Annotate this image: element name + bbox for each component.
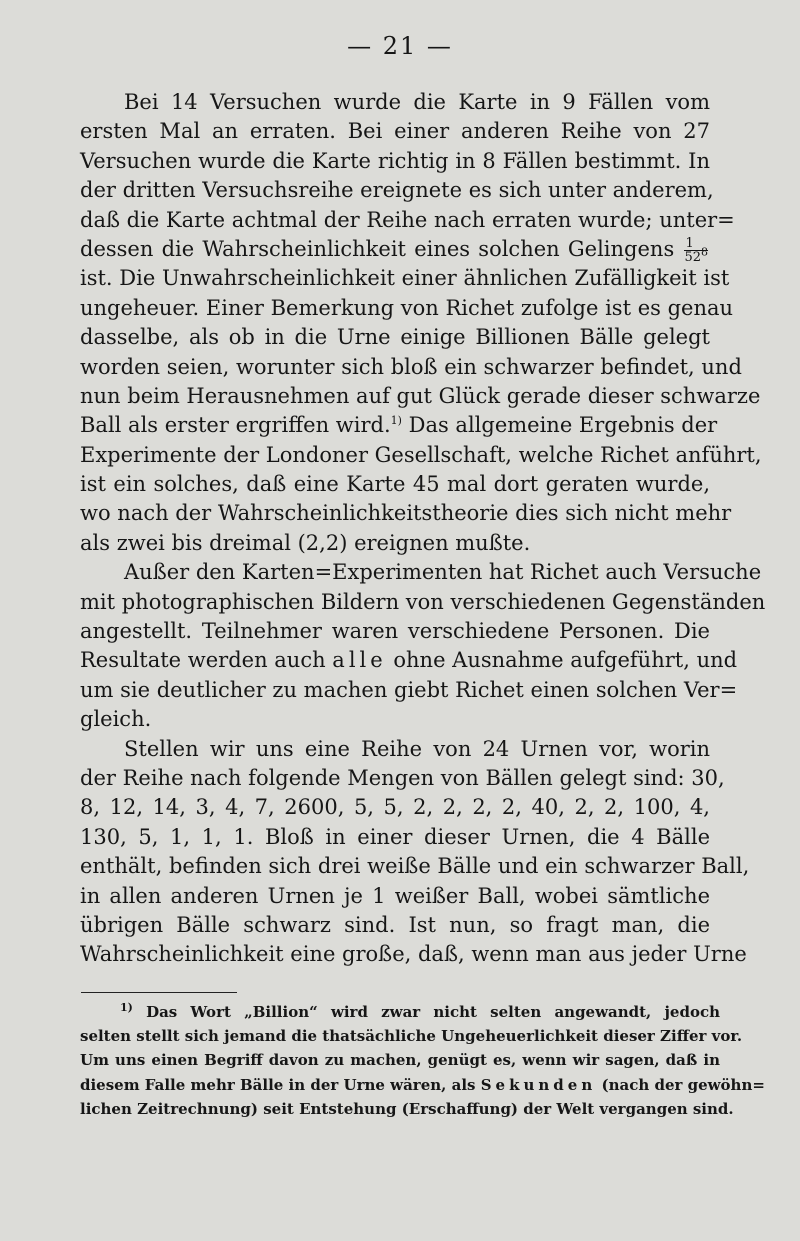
text-segment: dessen die Wahrscheinlichkeit eines solchen Gelingens <box>80 236 675 261</box>
text-segment: diesem Falle mehr Bälle in der Urne wären, als <box>80 1075 476 1094</box>
text-line: daß die Karte achtmal der Reihe nach erraten wurde; unter= <box>80 207 735 232</box>
footnote-line: Um uns einen Begriff davon zu machen, genügt es, wenn wir sagen, daß in <box>80 1051 720 1070</box>
fraction-denominator <box>684 245 708 265</box>
text-line: in allen anderen Urnen je 1 weißer Ball, wobei sämtliche <box>80 883 710 908</box>
footnote-line <box>80 1000 720 1024</box>
text-line: gleich. <box>80 707 152 732</box>
emphasized-word: Sekunden <box>480 1075 597 1094</box>
text-segment: Das allgemeine Ergebnis der <box>401 413 718 438</box>
text-line: der dritten Versuchsreihe ereignete es sich unter anderem, <box>80 178 714 203</box>
text-line: nun beim Herausnehmen auf gut Glück gerade dieser schwarze <box>80 383 761 408</box>
fraction-base: 52 <box>684 249 701 265</box>
body-text <box>80 88 766 970</box>
text-line: worden seien, worunter sich bloß ein schwarzer befindet, und <box>80 354 742 379</box>
footnote-line <box>80 1073 765 1097</box>
text-line-with-fraction <box>80 235 710 264</box>
text-line-with-emphasis <box>80 646 738 675</box>
text-line: um sie deutlicher zu machen giebt Richet einen solchen Ver= <box>80 677 738 702</box>
text-line: 130, 5, 1, 1, 1. Bloß in einer dieser Urnen, die 4 Bälle <box>80 824 710 849</box>
text-segment: (nach der gewöhn= <box>601 1075 765 1094</box>
text-line: ist. Die Unwahrscheinlichkeit einer ähnlichen Zufälligkeit ist <box>80 266 730 291</box>
text-line: Außer den Karten=Experimenten hat Richet auch Versuche <box>124 560 762 585</box>
emphasized-word: alle <box>332 648 387 673</box>
text-segment: ohne Ausnahme aufgeführt, und <box>393 648 738 673</box>
text-line: übrigen Bälle schwarz sind. Ist nun, so fragt man, die <box>80 912 710 937</box>
text-segment: Ball als erster ergriffen wird. <box>80 413 391 438</box>
text-line: ist ein solches, daß eine Karte 45 mal dort geraten wurde, <box>80 472 710 497</box>
probability-fraction <box>684 237 708 264</box>
footnote-divider <box>81 992 237 993</box>
text-line: angestellt. Teilnehmer waren verschiedene Personen. Die <box>80 619 710 644</box>
text-line: ersten Mal an erraten. Bei einer anderen Reihe von 27 <box>80 119 710 144</box>
text-line: Versuchen wurde die Karte richtig in 8 Fällen bestimmt. In <box>80 148 710 173</box>
text-segment: Das Wort „Billion“ wird zwar nicht selten angewandt, jedoch <box>146 1003 720 1021</box>
fraction-numerator: 1 <box>684 237 708 251</box>
footnote <box>80 1000 765 1121</box>
text-line: als zwei bis dreimal (2,2) ereignen mußte. <box>80 530 531 555</box>
footnote-line: lichen Zeitrechnung) seit Entstehung (Erschaffung) der Welt vergangen sind. <box>80 1099 734 1118</box>
text-line: wo nach der Wahrscheinlichkeitstheorie dies sich nicht mehr <box>80 501 732 526</box>
footnote-marker: 1) <box>120 1001 133 1014</box>
text-line-with-note <box>80 411 718 440</box>
text-line: Experimente der Londoner Gesellschaft, welche Richet anführt, <box>80 442 762 467</box>
page-number: — 21 — <box>347 32 453 60</box>
text-line: ungeheuer. Einer Bemerkung von Richet zufolge ist es genau <box>80 295 734 320</box>
footnote-line: selten stellt sich jemand die thatsächliche Ungeheuerlichkeit dieser Ziffer vor. <box>80 1027 743 1046</box>
footnote-reference: 1) <box>390 414 402 428</box>
text-line: enthält, befinden sich drei weiße Bälle und ein schwarzer Ball, <box>80 854 750 879</box>
text-line: Wahrscheinlichkeit eine große, daß, wenn man aus jeder Urne <box>80 942 747 967</box>
text-line: Bei 14 Versuchen wurde die Karte in 9 Fällen vom <box>124 90 710 114</box>
text-line: der Reihe nach folgende Mengen von Bällen gelegt sind: 30, <box>80 765 725 790</box>
text-line: Stellen wir uns eine Reihe von 24 Urnen vor, worin <box>124 736 710 761</box>
text-line: 8, 12, 14, 3, 4, 7, 2600, 5, 5, 2, 2, 2, 2, 40, 2, 2, 100, 4, <box>80 795 710 820</box>
text-line: mit photographischen Bildern von verschiedenen Gegenständen <box>80 589 766 614</box>
fraction-exponent: 8 <box>700 245 708 259</box>
text-segment: Resultate werden auch <box>80 648 326 673</box>
text-line: dasselbe, als ob in die Urne einige Billionen Bälle gelegt <box>80 325 710 350</box>
